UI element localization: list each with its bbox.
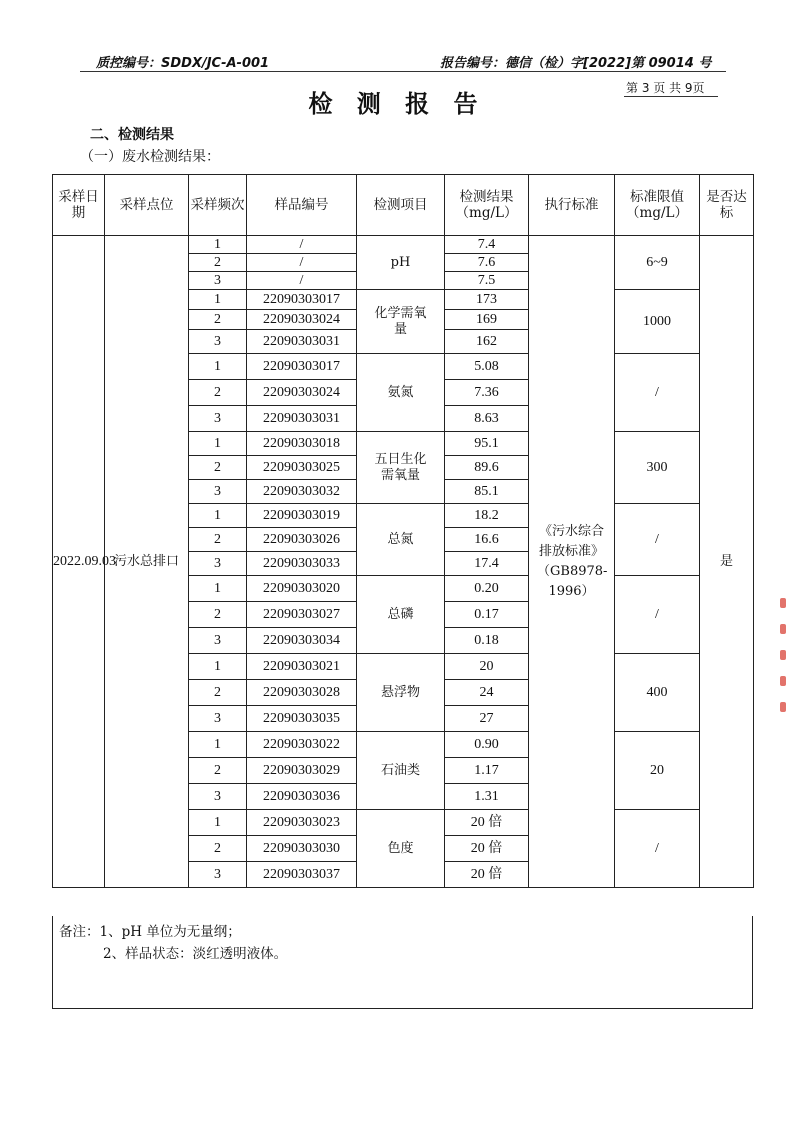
remark-line-2: 2、样品状态：淡红透明液体。 [103,946,288,962]
test-item-cell: 化学需氧量 [357,290,445,354]
table-body [53,236,754,888]
frequency-cell: 3 [189,552,247,576]
sample-id-cell: 22090303037 [247,862,357,888]
result-cell: 16.6 [445,528,529,552]
sample-id-cell: 22090303017 [247,290,357,310]
result-cell: 5.08 [445,354,529,380]
frequency-cell: 2 [189,602,247,628]
test-item-cell: pH [357,236,445,290]
result-cell: 8.63 [445,406,529,432]
sample-id-cell: 22090303029 [247,758,357,784]
result-cell: 0.17 [445,602,529,628]
sample-id-cell: 22090303033 [247,552,357,576]
limit-cell: / [615,354,700,432]
frequency-cell: 3 [189,330,247,354]
result-cell: 95.1 [445,432,529,456]
frequency-cell: 1 [189,810,247,836]
sampling-date-cell: 2022.09.03 [53,236,105,888]
result-cell: 85.1 [445,480,529,504]
sample-id-cell: 22090303017 [247,354,357,380]
test-item-cell: 氨氮 [357,354,445,432]
header-item: 检测项目 [357,175,445,236]
limit-cell: / [615,504,700,576]
header-sample-id: 样品编号 [247,175,357,236]
result-cell: 0.20 [445,576,529,602]
sample-id-cell: 22090303031 [247,406,357,432]
frequency-cell: 3 [189,628,247,654]
header-divider [80,71,726,72]
limit-cell: / [615,576,700,654]
sample-id-cell: 22090303025 [247,456,357,480]
sample-id-cell: 22090303018 [247,432,357,456]
table-header-row [53,175,754,236]
frequency-cell: 1 [189,654,247,680]
result-cell: 169 [445,310,529,330]
limit-cell: 6~9 [615,236,700,290]
sample-id-cell: 22090303028 [247,680,357,706]
qc-number: 质控编号：SDDX/JC-A-001 [96,56,270,71]
sampling-site-cell: 污水总排口 [105,236,189,888]
result-cell: 7.6 [445,254,529,272]
result-cell: 27 [445,706,529,732]
limit-cell: 1000 [615,290,700,354]
result-cell: 18.2 [445,504,529,528]
table-row [53,236,754,254]
result-cell: 20 [445,654,529,680]
frequency-cell: 2 [189,680,247,706]
result-cell: 89.6 [445,456,529,480]
sample-id-cell: 22090303032 [247,480,357,504]
wastewater-results-table [52,174,754,888]
sample-id-cell: 22090303026 [247,528,357,552]
frequency-cell: 1 [189,504,247,528]
result-cell: 7.36 [445,380,529,406]
result-cell: 17.4 [445,552,529,576]
header-site: 采样点位 [105,175,189,236]
test-item-cell: 石油类 [357,732,445,810]
test-item-cell: 五日生化需氧量 [357,432,445,504]
remarks-box [52,916,753,1009]
frequency-cell: 2 [189,758,247,784]
seam-seal-mark [778,598,788,748]
sample-id-cell: 22090303034 [247,628,357,654]
result-cell: 1.17 [445,758,529,784]
result-cell: 0.18 [445,628,529,654]
result-cell: 7.4 [445,236,529,254]
section-heading: 二、检测结果 [90,127,174,143]
sample-id-cell: / [247,272,357,290]
result-cell: 20 倍 [445,836,529,862]
frequency-cell: 1 [189,290,247,310]
header-limit: 标准限值（mg/L） [615,175,700,236]
page-number: 第 3 页 共 9页 [626,81,705,95]
sample-id-cell: 22090303022 [247,732,357,758]
sample-id-cell: 22090303023 [247,810,357,836]
frequency-cell: 3 [189,862,247,888]
frequency-cell: 3 [189,784,247,810]
frequency-cell: 2 [189,528,247,552]
report-number: 报告编号：德信（检）字[2022]第 09014 号 [440,56,712,71]
header-standard: 执行标准 [529,175,615,236]
frequency-cell: 1 [189,576,247,602]
frequency-cell: 1 [189,432,247,456]
header-frequency: 采样频次 [189,175,247,236]
standard-cell: 《污水综合排放标准》（GB8978-1996） [529,236,615,888]
subsection-heading: （一）废水检测结果： [80,149,220,165]
result-cell: 24 [445,680,529,706]
frequency-cell: 3 [189,706,247,732]
sample-id-cell: 22090303024 [247,380,357,406]
result-cell: 20 倍 [445,810,529,836]
limit-cell: 300 [615,432,700,504]
header-date: 采样日期 [53,175,105,236]
test-item-cell: 色度 [357,810,445,888]
sample-id-cell: 22090303027 [247,602,357,628]
frequency-cell: 1 [189,354,247,380]
sample-id-cell: 22090303020 [247,576,357,602]
frequency-cell: 2 [189,310,247,330]
result-cell: 162 [445,330,529,354]
frequency-cell: 3 [189,480,247,504]
test-item-cell: 总磷 [357,576,445,654]
header-result: 检测结果（mg/L） [445,175,529,236]
frequency-cell: 1 [189,236,247,254]
limit-cell: 400 [615,654,700,732]
result-cell: 173 [445,290,529,310]
limit-cell: / [615,810,700,888]
frequency-cell: 1 [189,732,247,758]
result-cell: 1.31 [445,784,529,810]
pass-cell: 是 [700,236,754,888]
sample-id-cell: 22090303031 [247,330,357,354]
frequency-cell: 2 [189,836,247,862]
result-cell: 20 倍 [445,862,529,888]
frequency-cell: 2 [189,456,247,480]
remark-line-1: 备注：1、pH 单位为无量纲； [59,924,241,940]
sample-id-cell: 22090303035 [247,706,357,732]
sample-id-cell: 22090303021 [247,654,357,680]
sample-id-cell: / [247,254,357,272]
sample-id-cell: 22090303024 [247,310,357,330]
frequency-cell: 2 [189,380,247,406]
header-pass: 是否达标 [700,175,754,236]
test-item-cell: 总氮 [357,504,445,576]
test-item-cell: 悬浮物 [357,654,445,732]
frequency-cell: 3 [189,272,247,290]
report-title: 检 测 报 告 [308,90,486,118]
frequency-cell: 3 [189,406,247,432]
frequency-cell: 2 [189,254,247,272]
result-cell: 7.5 [445,272,529,290]
sample-id-cell: / [247,236,357,254]
sample-id-cell: 22090303036 [247,784,357,810]
sample-id-cell: 22090303030 [247,836,357,862]
limit-cell: 20 [615,732,700,810]
sample-id-cell: 22090303019 [247,504,357,528]
result-cell: 0.90 [445,732,529,758]
